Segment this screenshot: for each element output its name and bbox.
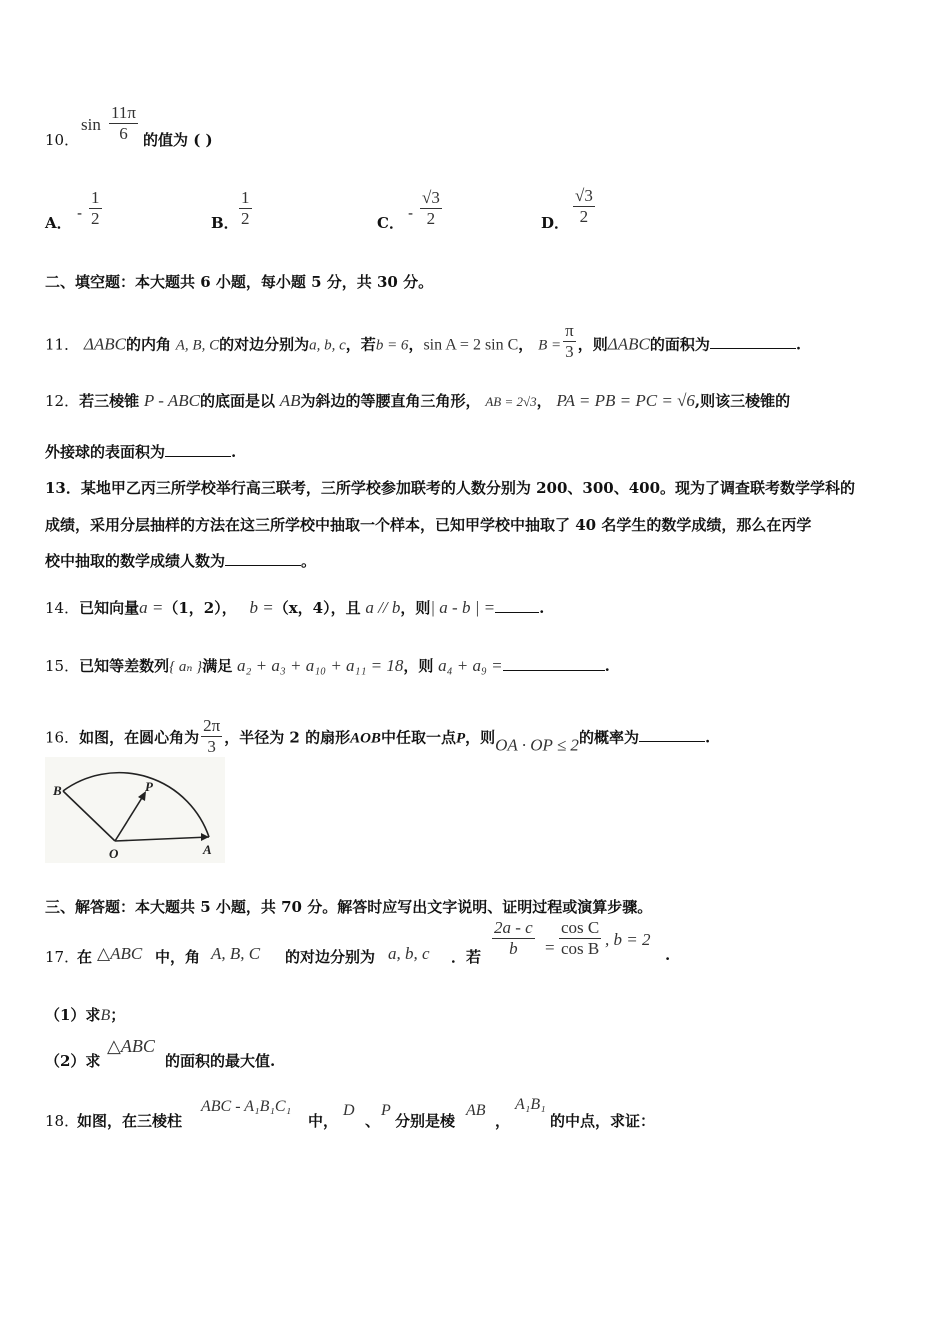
q17-fraction-right: $\frac{\text{cos C}}{\text{cos B}}$ [561, 918, 600, 959]
q16-answer-blank[interactable] [639, 727, 705, 742]
q10-tail: 的值为 ( ) [143, 131, 213, 149]
q16-line: 16．如图，在圆心角为 $\frac{2\pi}{3}$ ，半径为 2 的扇形AOB中任取一点P，则OA · OP ≤ 2的概率为 . [45, 716, 711, 757]
q17-part1: （1）求B； [45, 1006, 126, 1024]
q12-answer-blank[interactable] [165, 442, 231, 457]
q17-fraction-left: $\frac{2a - c}{b}$ [494, 918, 533, 959]
q10-number: 10． [45, 131, 80, 149]
section-3-heading: 三、解答题：本大题共 5 小题，共 70 分。解答时应写出文字说明、证明过程或演算步骤。 [45, 898, 653, 916]
section-2-heading: 二、填空题：本大题共 6 小题，每小题 5 分，共 30 分。 [45, 273, 434, 291]
q13-answer-blank[interactable] [225, 551, 301, 566]
q11-line: 11． ΔABC的内角 A, B, C的对边分别为a, b, c，若b = 6，sin A = 2 sin C， B = $\frac{\pi}{3}$ ，则ΔABC的面积为 . [45, 321, 802, 362]
q12-line1: 12．若三棱锥 P - ABC的底面是以 AB为斜边的等腰直角三角形， AB = 2√3， PA = PB = PC = √6,则该三棱锥的 [45, 391, 791, 410]
q12-line2: 外接球的表面积为 . [45, 443, 237, 461]
label-o: O [109, 846, 119, 861]
q10-fraction: $\frac{11\pi}{6}$ [111, 103, 136, 144]
q11-answer-blank[interactable] [710, 334, 796, 349]
q15-line: 15．已知等差数列{ aₙ }满足 a₂ + a₃ + a₁₀ + a₁₁ = 18，则 a₄ + a₉ = . [45, 656, 610, 675]
q13-line3: 校中抽取的数学成绩人数为 。 [45, 552, 317, 570]
sector-figure [45, 757, 225, 863]
q14-answer-blank[interactable] [495, 598, 539, 613]
q14-line: 14．已知向量a =（1，2）， b =（x，4），且 a // b，则| a - b | = . [45, 598, 545, 617]
q13-line2: 成绩，采用分层抽样的方法在这三所学校中抽取一个样本，已知甲学校中抽取了 40 名学生的数学成绩，那么在丙学 [45, 516, 812, 534]
q15-answer-blank[interactable] [503, 656, 605, 671]
label-a: A [203, 842, 212, 857]
q13-line1: 13．某地甲乙丙三所学校举行高三联考，三所学校参加联考的人数分别为 200、300、400。现为了调查联考数学学科的 [45, 479, 856, 497]
label-p: P [145, 779, 153, 794]
q10-sin: sin [81, 115, 101, 134]
label-b: B [53, 783, 62, 798]
